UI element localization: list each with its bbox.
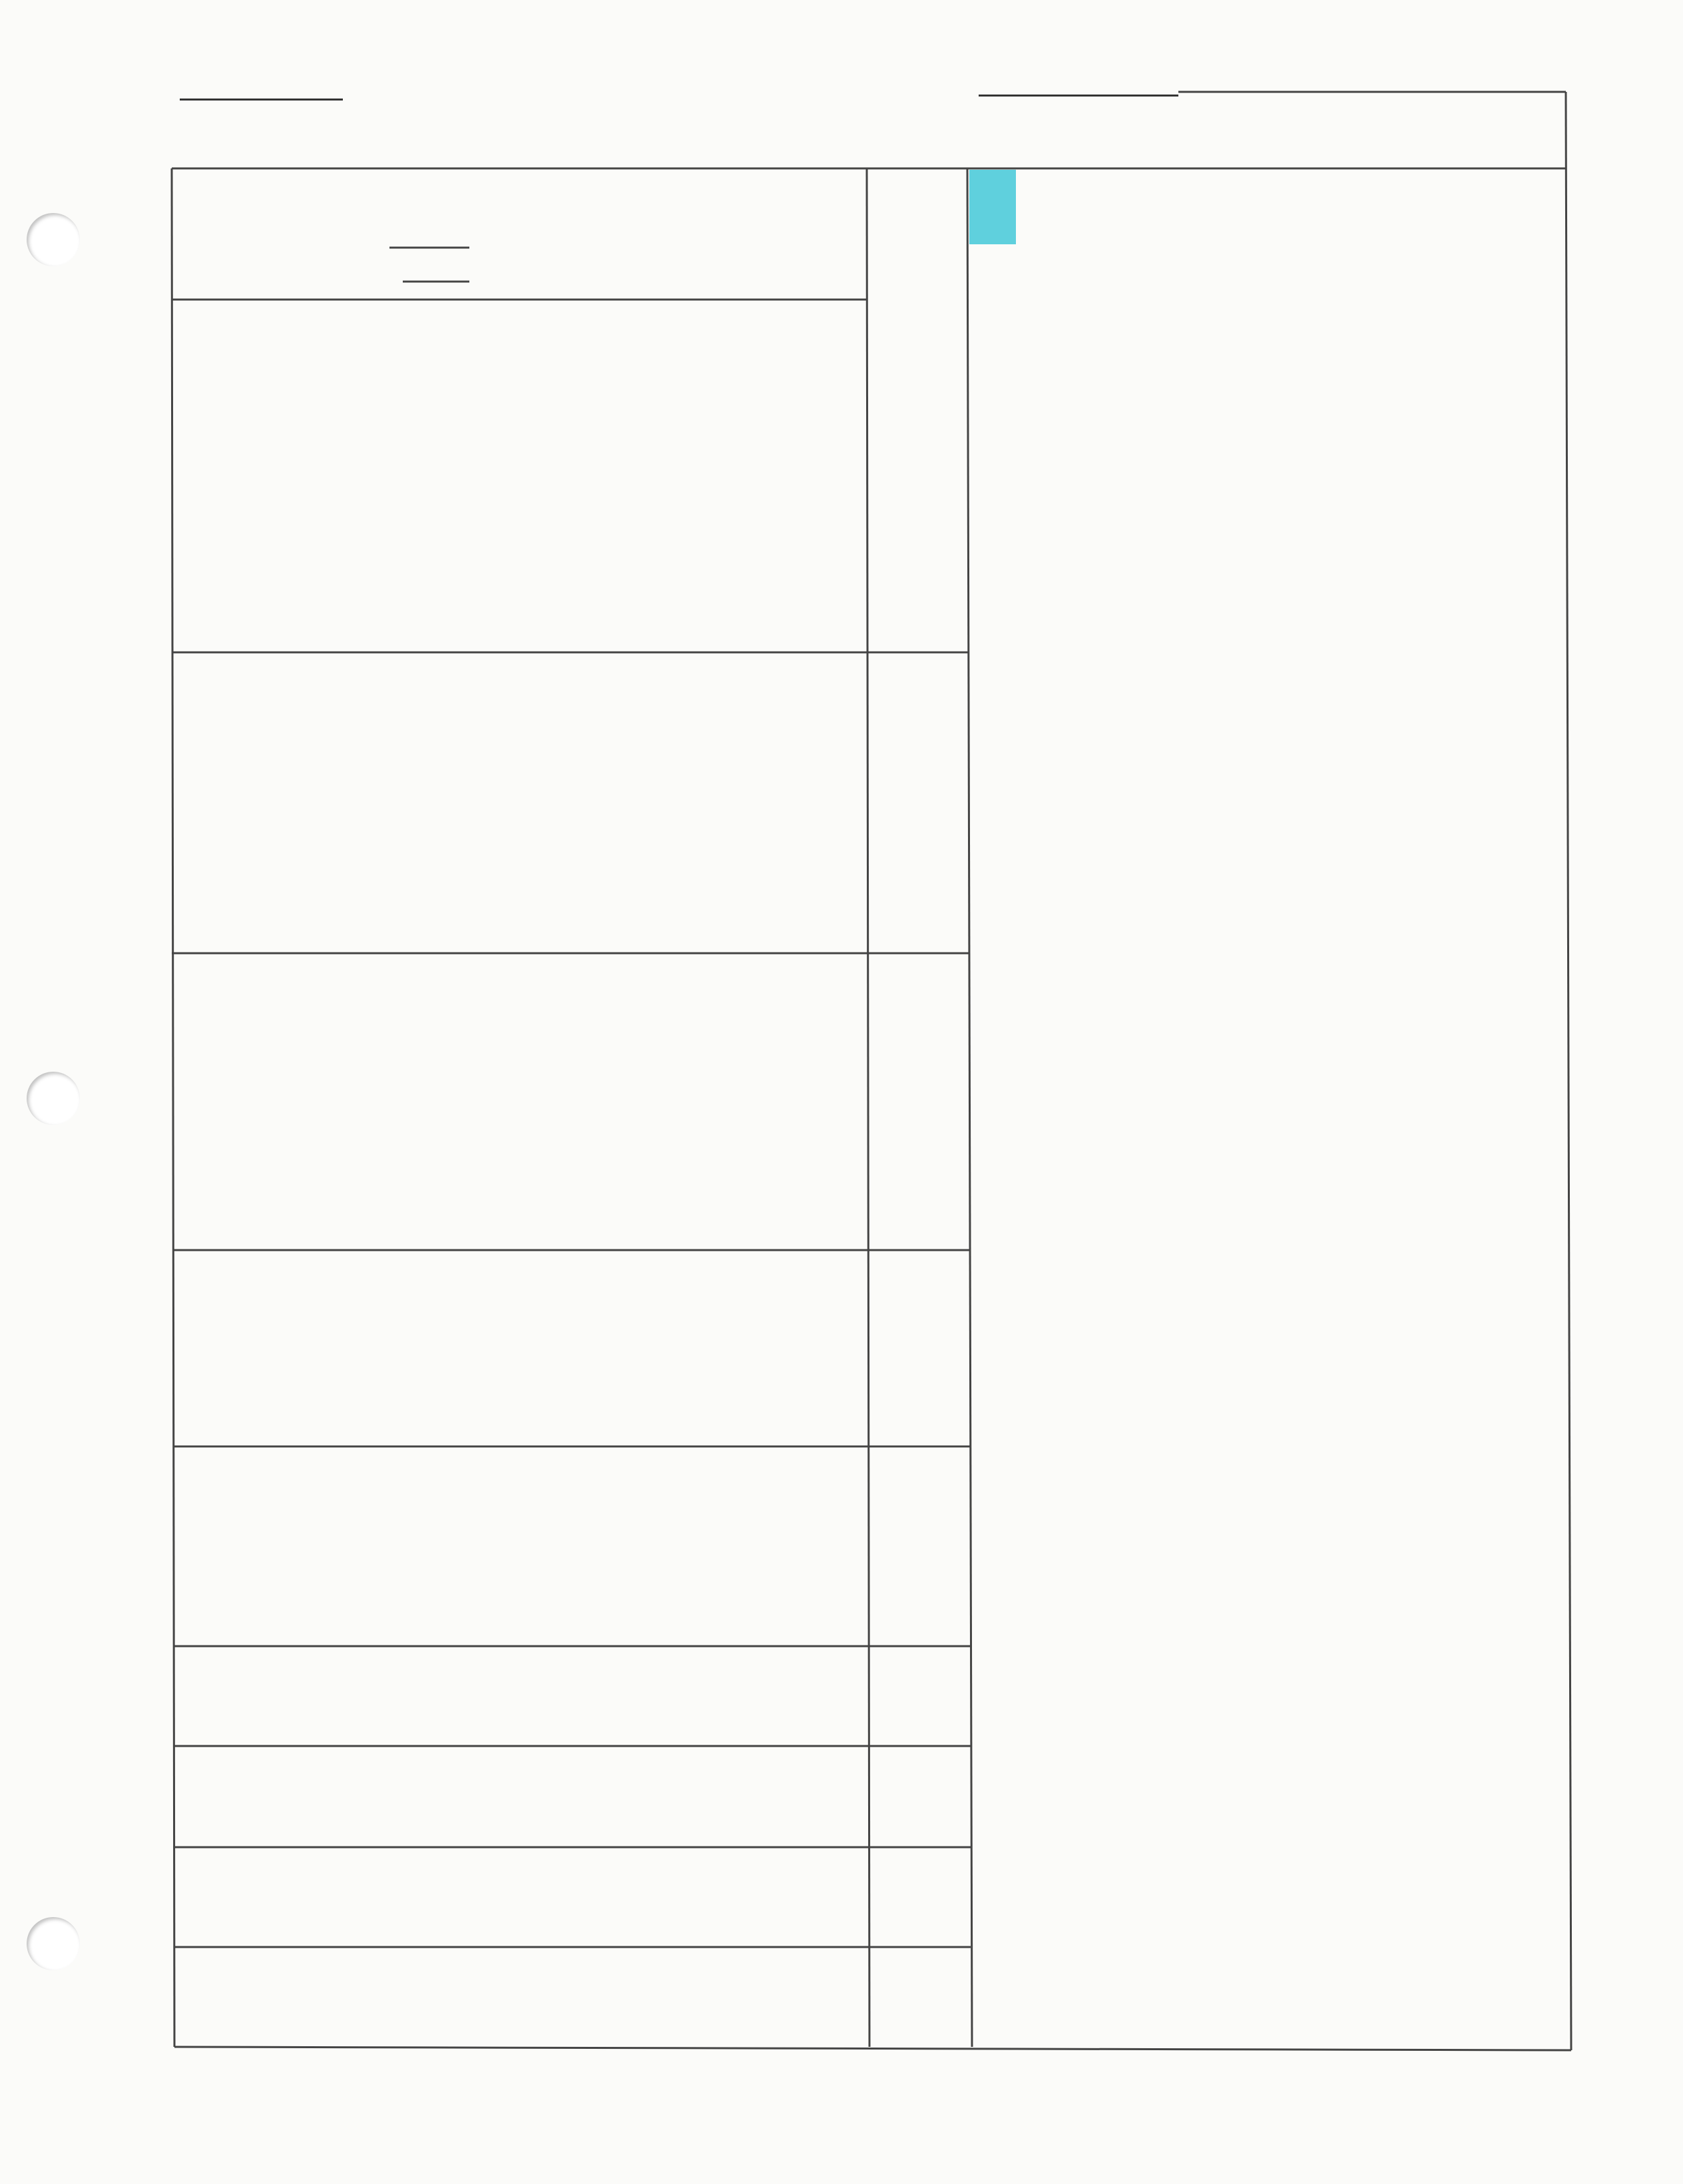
- pcp-highlight: [969, 170, 1016, 244]
